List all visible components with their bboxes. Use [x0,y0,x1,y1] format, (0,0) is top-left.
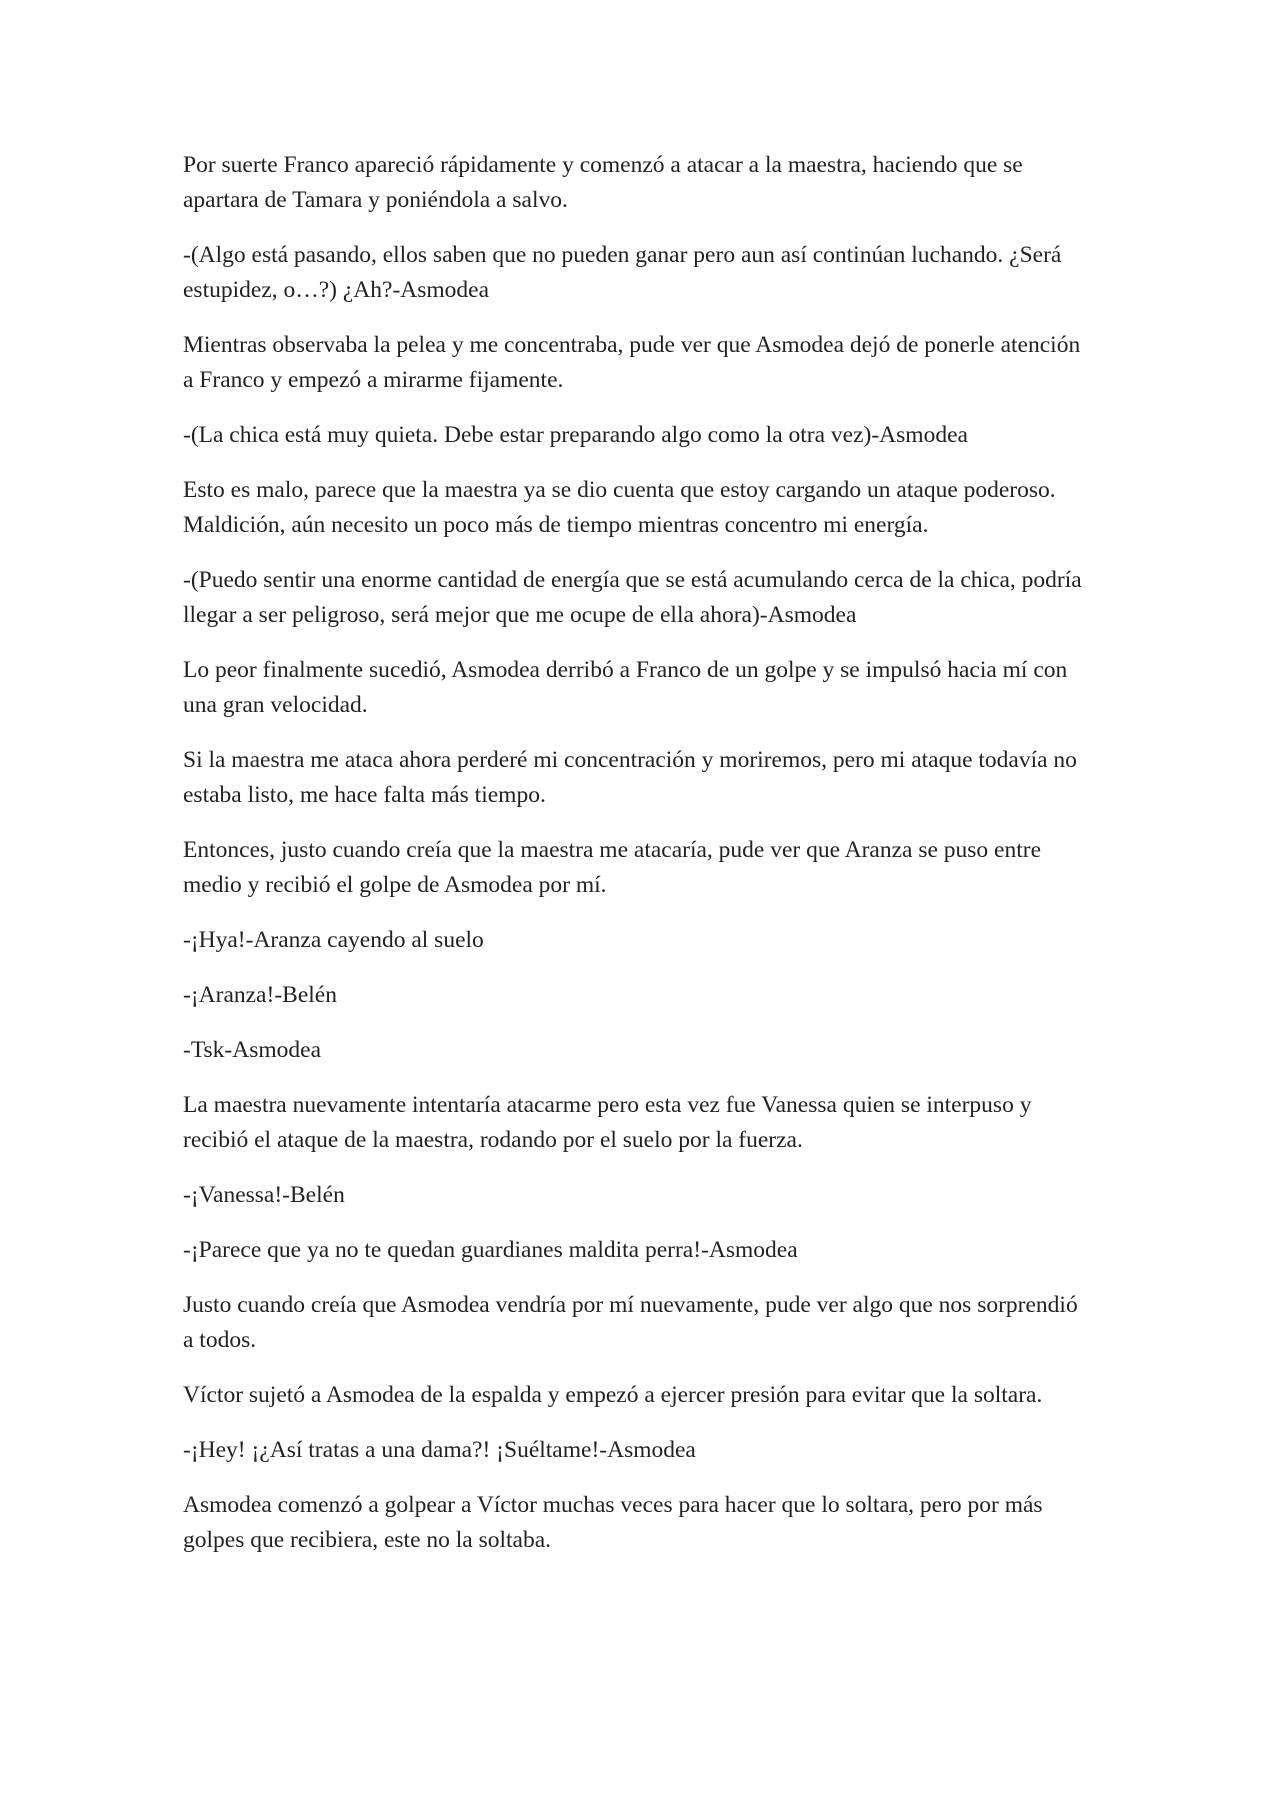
paragraph: Si la maestra me ataca ahora perderé mi concentración y moriremos, pero mi ataque todavía no estaba listo, me hace falta más tiempo. [183,747,1077,808]
paragraph: -(Algo está pasando, ellos saben que no pueden ganar pero aun así continúan luchando. ¿Será estupidez, o…?) ¿Ah?-Asmodea [183,242,1062,303]
paragraph: Mientras observaba la pelea y me concentraba, pude ver que Asmodea dejó de ponerle atención a Franco y empezó a mirarme fijamente. [183,332,1081,393]
paragraph: La maestra nuevamente intentaría atacarme pero esta vez fue Vanessa quien se interpuso y recibió el ataque de la maestra, rodando por el suelo por la fuerza. [183,1092,1032,1153]
paragraph: Lo peor finalmente sucedió, Asmodea derribó a Franco de un golpe y se impulsó hacia mí con una gran velocidad. [183,657,1068,718]
paragraph: -(La chica está muy quieta. Debe estar preparando algo como la otra vez)-Asmodea [183,422,968,448]
paragraph: Entonces, justo cuando creía que la maestra me atacaría, pude ver que Aranza se puso entre medio y recibió el golpe de Asmodea por mí. [183,837,1042,898]
paragraph: -¡Parece que ya no te quedan guardianes maldita perra!-Asmodea [183,1237,798,1263]
document-body [183,148,1093,1578]
paragraph: -¡Hey! ¡¿Así tratas a una dama?! ¡Suéltame!-Asmodea [183,1437,696,1463]
paragraph: -¡Vanessa!-Belén [183,1182,345,1208]
paragraph: Por suerte Franco apareció rápidamente y comenzó a atacar a la maestra, haciendo que se apartara de Tamara y poniéndola a salvo. [183,152,1023,213]
paragraph: -Tsk-Asmodea [183,1037,322,1063]
paragraph: Asmodea comenzó a golpear a Víctor muchas veces para hacer que lo soltara, pero por más golpes que recibiera, este no la soltaba. [183,1492,1043,1553]
paragraph: -¡Hya!-Aranza cayendo al suelo [183,927,484,953]
paragraph: -¡Aranza!-Belén [183,982,337,1008]
paragraph: -(Puedo sentir una enorme cantidad de energía que se está acumulando cerca de la chica, podría llegar a ser peligroso, será mejor que me ocupe de ella ahora)-Asmodea [183,567,1082,628]
paragraph: Justo cuando creía que Asmodea vendría por mí nuevamente, pude ver algo que nos sorprendió a todos. [183,1292,1078,1353]
paragraph: Víctor sujetó a Asmodea de la espalda y empezó a ejercer presión para evitar que la soltara. [183,1382,1043,1408]
paragraph: Esto es malo, parece que la maestra ya se dio cuenta que estoy cargando un ataque poderoso. Maldición, aún necesito un poco más de tiempo mientras concentro mi energía. [183,477,1056,538]
